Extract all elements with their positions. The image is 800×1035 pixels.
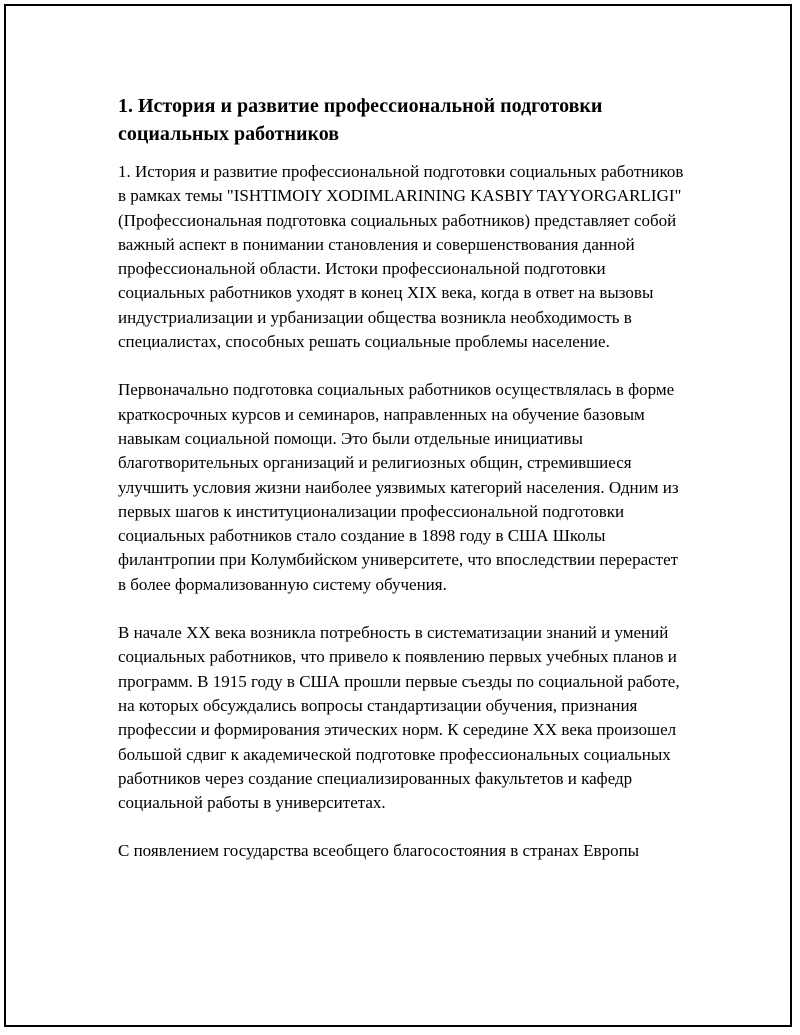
section-heading: 1. История и развитие профессиональной подготовки социальных работников: [118, 95, 603, 145]
paragraph-3: В начале XX века возникла потребность в систематизации знаний и умений социальных работников, что привело к появлению первых учебных планов и программ. В 1915 году в США прошли первые съезды по социальной работе, на которых обсуждались вопросы стандартизации обучения, признания профессии и формирования этических норм. К середине XX века произошел большой сдвиг к академической подготовке профессиональных социальных работников через создание специализированных факультетов и кафедр социальной работы в университетах.: [118, 623, 680, 813]
paragraph-1: 1. История и развитие профессиональной подготовки социальных работников в рамках темы "ISHTIMOIY XODIMLARINING KASBIY TAYYORGARLIGI" (Профессиональная подготовка социальных работников) представляет собой важный аспект в понимании становления и совершенствования данной профессиональной области. Истоки профессиональной подготовки социальных работников уходят в конец XIX века, когда в ответ на вызовы индустриализации и урбанизации общества возникла необходимость в специалистах, способных решать социальные проблемы население.: [118, 162, 684, 352]
paragraph-4: С появлением государства всеобщего благосостояния в странах Европы: [118, 841, 640, 861]
paragraph-2: Первоначально подготовка социальных работников осуществлялась в форме краткосрочных курсов и семинаров, направленных на обучение базовым навыкам социальной помощи. Это были отдельные инициативы благотворительных организаций и религиозных общин, стремившиеся улучшить условия жизни наиболее уязвимых категорий населения. Одним из первых шагов к институционализации профессиональной подготовки социальных работников стало создание в 1898 году в США Школы филантропии при Колумбийском университете, что впоследствии перерастет в более формализованную систему обучения.: [118, 380, 679, 594]
document-body: [118, 92, 690, 864]
